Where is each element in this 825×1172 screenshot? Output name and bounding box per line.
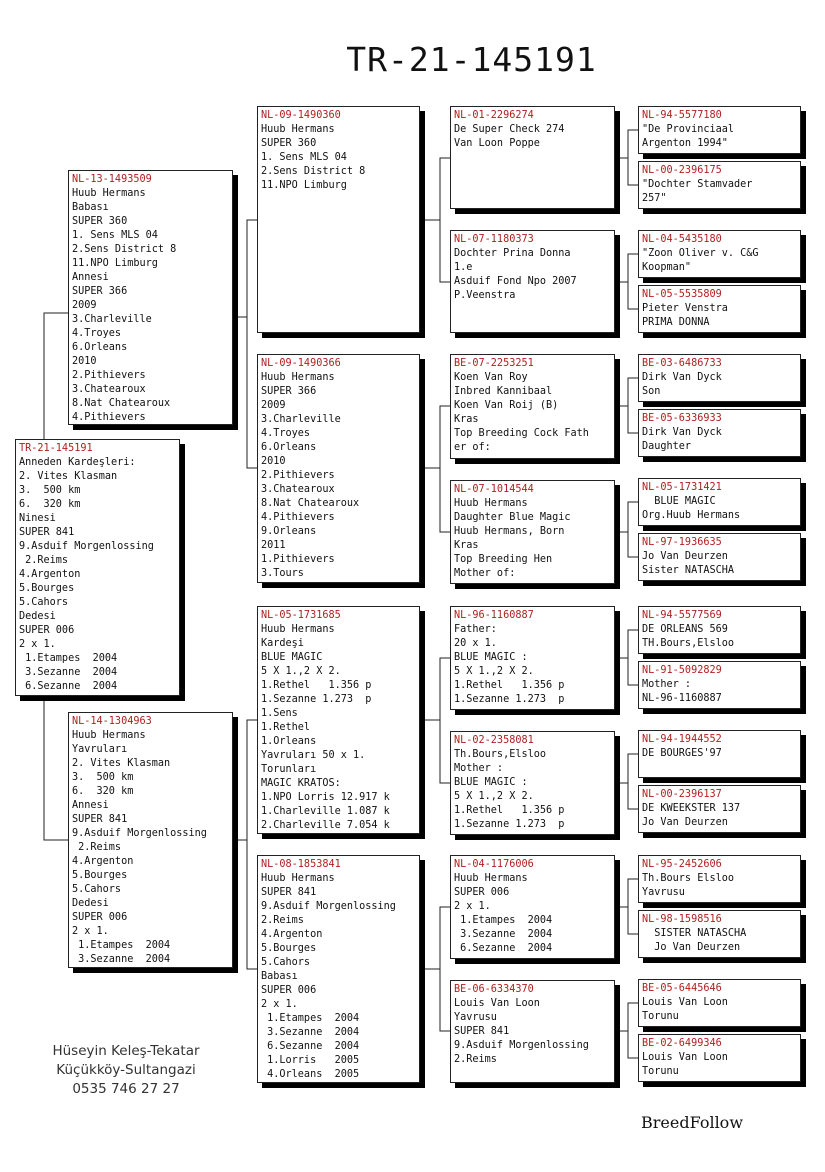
pigeon-info-line: 1.Charleville 1.087 k [261,806,390,817]
pigeon-info-line: Argenton 1994" [642,138,728,149]
pigeon-info-line: BLUE MAGIC [261,652,323,663]
pigeon-info-line: 5.Cahors [19,597,69,608]
ring-number: BE-02-6499346 [642,1038,722,1049]
pigeon-info-line: 2.Reims [454,1054,497,1065]
pigeon-info-line: Top Breeding Hen [454,554,553,565]
pigeon-info-line: 1.Rethel 1.356 p [454,805,565,816]
ring-number: NL-01-2296274 [454,110,534,121]
pigeon-info-line: Huub Hermans [261,624,335,635]
ring-number: BE-03-6486733 [642,358,722,369]
pigeon-card-ssd [450,230,615,333]
pigeon-info-line: 2.Pithievers [261,470,335,481]
pigeon-card-sire [68,170,233,425]
pigeon-info-line: Babası [261,971,298,982]
pigeon-info-line: Dirk Van Dyck [642,372,722,383]
pigeon-card-g5_16 [638,1034,801,1082]
pigeon-info-line: Jo Van Deurzen [642,942,741,953]
ring-number: NL-14-1304963 [72,716,152,727]
pigeon-info-line: 1. Sens MLS 04 [261,152,347,163]
ring-number: BE-06-6334370 [454,984,534,995]
pigeon-info-line: Dedesi [19,611,56,622]
pigeon-card-sdd [450,480,615,584]
pigeon-info-line: 9.Asduif Morgenlossing [19,541,154,552]
pigeon-info-line: Yavrusu [454,1012,497,1023]
pigeon-info-line: Torunu [642,1066,679,1077]
breeder-location: Küçükköy-Sultangazi [56,1062,196,1078]
pigeon-card-g5_9 [638,606,801,654]
ring-number: NL-09-1490360 [261,110,341,121]
pigeon-info-line: 3. 500 km [19,485,81,496]
pigeon-info-line: 2010 [72,356,97,367]
pigeon-info-line: Mother of: [454,568,516,579]
pigeon-info-line: Huub Hermans, Born [454,526,565,537]
connector-line [628,378,638,433]
pigeon-info-line: 1.Rethel 1.356 p [454,680,565,691]
pigeon-info-line: Huub Hermans [454,498,528,509]
connector-line [440,658,450,783]
ring-number: NL-05-1731685 [261,610,341,621]
pigeon-info-line: 1. Sens MLS 04 [72,230,158,241]
pigeon-info-line: Yavruları 50 x 1. [261,750,366,761]
pigeon-info-line: 1.Orleans [261,736,317,747]
brand-logo-text: BreedFollow [641,1113,744,1132]
pigeon-info-line: Mother : [454,763,504,774]
pigeon-info-line: Huub Hermans [261,372,335,383]
pigeon-info-line: Jo Van Deurzen [642,817,728,828]
pigeon-info-line: 5 X 1.,2 X 2. [454,791,534,802]
pigeon-info-line: Inbred Kannibaal [454,386,553,397]
pigeon-info-line: 9.Orleans [261,526,317,537]
pigeon-info-line: 1.Sezanne 1.273 p [454,694,565,705]
pigeon-card-ss [257,106,420,333]
pigeon-info-line: Dochter Prina Donna [454,248,571,259]
ring-number: NL-98-1598516 [642,914,722,925]
pigeon-info-line: Torunu [642,1011,679,1022]
ring-number: NL-04-1176006 [454,859,534,870]
ring-number: BE-05-6445646 [642,983,722,994]
pigeon-info-line: 1.NPO Lorris 12.917 k [261,792,390,803]
connector-line [628,254,638,309]
pigeon-info-line: 2. Vites Klasman [19,471,118,482]
ring-number: TR-21-145191 [19,443,93,454]
connector-line [440,406,450,532]
pigeon-info-line: 257" [642,193,667,204]
connector-line [440,158,450,282]
pigeon-info-line: 3.Tours [261,568,304,579]
pigeon-info-line: Sister NATASCHA [642,565,735,576]
pigeon-info-line: 1.e [454,262,473,273]
pigeon-info-line: Jo Van Deurzen [642,551,728,562]
pigeon-card-g5_7 [638,478,801,526]
pigeon-info-line: 4.Argenton [261,929,323,940]
pigeon-info-line: 5.Bourges [19,583,75,594]
pigeon-info-line: 3.Chatearoux [72,384,146,395]
pigeon-info-line: 3.Sezanne 2004 [261,1027,360,1038]
ring-number: NL-94-5577180 [642,110,722,121]
pigeon-info-line: 3.Charleville [72,314,152,325]
ring-number: NL-09-1490366 [261,358,341,369]
connector-line [440,907,450,1031]
pigeon-card-dsd [450,731,615,835]
pigeon-info-line: 9.Asduif Morgenlossing [454,1040,589,1051]
pigeon-info-line: 2009 [72,300,97,311]
ring-number: NL-94-5577569 [642,610,722,621]
pigeon-info-line: 6.Sezanne 2004 [261,1041,360,1052]
pigeon-info-line: 2 x 1. [72,926,109,937]
pigeon-info-line: 1.Etampes 2004 [72,940,171,951]
pigeon-info-line: Th.Bours Elsloo [642,873,735,884]
pigeon-info-line: 2.Reims [19,555,69,566]
pigeon-card-g5_8 [638,533,801,581]
pigeon-info-line: Dirk Van Dyck [642,427,722,438]
ring-number: BE-05-6336933 [642,413,722,424]
pigeon-info-line: Son [642,386,661,397]
pigeon-info-line: 3.Chatearoux [261,484,335,495]
ring-number: NL-02-2358081 [454,735,534,746]
pigeon-info-line: 1.Lorris 2005 [261,1055,360,1066]
ring-number: NL-94-1944552 [642,734,722,745]
connector-line [44,696,68,840]
breeder-contact [36,1042,216,1099]
pigeon-info-line: BLUE MAGIC [642,496,716,507]
pigeon-card-dss [450,606,615,710]
pigeon-info-line: Dedesi [72,898,109,909]
pigeon-info-line: SUPER 006 [72,912,128,923]
pigeon-info-line: Louis Van Loon [642,997,728,1008]
pigeon-info-line: 5 X 1.,2 X 2. [454,666,534,677]
pigeon-info-line: 4.Troyes [72,328,122,339]
pigeon-info-line: SUPER 006 [19,625,75,636]
pigeon-info-line: 5.Bourges [261,943,317,954]
pigeon-info-line: Yavruları [72,744,128,755]
pigeon-info-line: SUPER 360 [72,216,128,227]
pigeon-info-line: Louis Van Loon [454,998,540,1009]
pigeon-info-line: 2 x 1. [261,999,298,1010]
ring-number: NL-07-1014544 [454,484,534,495]
pigeon-info-line: Pieter Venstra [642,303,728,314]
pigeon-info-line: Koen Van Roij (B) [454,400,559,411]
pigeon-info-line: SUPER 360 [261,138,317,149]
pigeon-info-line: DE BOURGES'97 [642,748,722,759]
pigeon-info-line: 11.NPO Limburg [261,180,347,191]
pigeon-info-line: Huub Hermans [72,730,146,741]
pigeon-info-line: Koopman" [642,262,692,273]
pigeon-info-line: 2010 [261,456,286,467]
connector-line [628,1003,638,1058]
pigeon-info-line: SUPER 841 [261,887,317,898]
pigeon-info-line: er of: [454,442,491,453]
pigeon-info-line: SUPER 006 [261,985,317,996]
pigeon-info-line: Daughter [642,441,692,452]
pigeon-card-dds [450,855,615,959]
pigeon-info-line: 11.NPO Limburg [72,258,158,269]
pigeon-info-line: Asduif Fond Npo 2007 [454,276,577,287]
connector-line [628,630,638,685]
pigeon-card-dd [257,855,420,1083]
ring-number: NL-00-2396175 [642,165,722,176]
pigeon-info-line: Ninesi [19,513,56,524]
connector-line [628,754,638,809]
pigeon-info-line: Huub Hermans [261,873,335,884]
pigeon-info-line: Babası [72,202,109,213]
pigeon-info-line: Huub Hermans [261,124,335,135]
pigeon-info-line: TH.Bours,Elsloo [642,638,735,649]
pigeon-info-line: Huub Hermans [72,188,146,199]
pigeon-info-line: 9.Asduif Morgenlossing [261,901,396,912]
pigeon-info-line: Th.Bours,Elsloo [454,749,547,760]
connector-line [628,502,638,557]
pigeon-info-line: 3. 500 km [72,772,134,783]
pigeon-card-g5_14 [638,910,801,958]
pigeon-info-line: Annesi [72,800,109,811]
pigeon-info-line: 2.Sens District 8 [261,166,366,177]
pigeon-info-line: 2.Sens District 8 [72,244,177,255]
pigeon-info-line: 2. Vites Klasman [72,758,171,769]
pedigree-title: TR-21-145191 [346,40,597,79]
connector-line [44,313,68,439]
pigeon-info-line: 5.Cahors [261,957,311,968]
ring-number: NL-08-1853841 [261,859,341,870]
pigeon-card-subject [15,439,180,696]
pigeon-info-line: 3.Sezanne 2004 [72,954,171,965]
pigeon-info-line: SUPER 006 [454,887,510,898]
pigeon-card-g5_10 [638,661,801,709]
pigeon-info-line: 1.Rethel [261,722,311,733]
pigeon-card-g5_3 [638,230,801,278]
breeder-name: Hüseyin Keleş-Tekatar [52,1043,200,1059]
pigeon-info-line: PRIMA DONNA [642,317,710,328]
pigeon-info-line: Huub Hermans [454,873,528,884]
pigeon-info-line: 4.Pithievers [72,412,146,423]
pigeon-info-line: 5 X 1.,2 X 2. [261,666,341,677]
ring-number: NL-13-1493509 [72,174,152,185]
pigeon-info-line: Kardeşi [261,638,304,649]
pigeon-info-line: "De Provinciaal [642,124,735,135]
pigeon-card-g5_4 [638,285,801,333]
pigeon-info-line: Torunları [261,764,317,775]
pigeon-info-line: 8.Nat Chatearoux [72,398,171,409]
pigeon-info-line: 6.Sezanne 2004 [19,681,118,692]
pigeon-info-line: Kras [454,414,479,425]
pigeon-info-line: 20 x 1. [454,638,497,649]
pigeon-info-line: "Zoon Oliver v. C&G [642,248,759,259]
pigeon-info-line: 6. 320 km [72,786,134,797]
pigeon-info-line: 3.Sezanne 2004 [454,929,553,940]
ring-number: NL-97-1936635 [642,537,722,548]
pigeon-info-line: 2011 [261,540,286,551]
ring-number: NL-07-1180373 [454,234,534,245]
connector-line [628,130,638,185]
pigeon-info-line: 9.Asduif Morgenlossing [72,828,207,839]
pigeon-info-line: Annesi [72,272,109,283]
pigeon-info-line: 3.Charleville [261,414,341,425]
pigeon-info-line: 1.Etampes 2004 [261,1013,360,1024]
ring-number: BE-07-2253251 [454,358,534,369]
pigeon-info-line: 1.Sens [261,708,298,719]
pigeon-card-g5_11 [638,730,801,778]
pigeon-info-line: DE KWEEKSTER 137 [642,803,741,814]
pigeon-card-g5_6 [638,409,801,457]
pigeon-info-line: 2 x 1. [454,901,491,912]
pigeon-info-line: 6. 320 km [19,499,81,510]
pigeon-card-sss [450,106,615,209]
ring-number: NL-05-1731421 [642,482,722,493]
pigeon-info-line: 1.Etampes 2004 [19,653,118,664]
pigeon-info-line: NL-96-1160887 [642,693,722,704]
breeder-phone: 0535 746 27 27 [72,1081,180,1097]
pigeon-info-line: Mother : [642,679,692,690]
pigeon-info-line: Org.Huub Hermans [642,510,741,521]
pigeon-info-line: "Dochter Stamvader [642,179,753,190]
pigeon-info-line: 1.Rethel 1.356 p [261,680,372,691]
pigeon-info-line: P.Veenstra [454,290,516,301]
connector-line [247,220,257,468]
pigeon-info-line: Yavrusu [642,887,685,898]
ring-number: NL-95-2452606 [642,859,722,870]
pigeon-card-dam [68,712,233,968]
pigeon-info-line: 2.Reims [261,915,304,926]
ring-number: NL-04-5435180 [642,234,722,245]
pigeon-info-line: 3.Sezanne 2004 [19,667,118,678]
pigeon-info-line: Top Breeding Cock Fath [454,428,589,439]
pigeon-info-line: Daughter Blue Magic [454,512,571,523]
pigeon-info-line: De Super Check 274 [454,124,565,135]
ring-number: NL-96-1160887 [454,610,534,621]
pigeon-card-ds [257,606,420,834]
pigeon-info-line: 6.Orleans [72,342,128,353]
pigeon-info-line: 4.Orleans 2005 [261,1069,360,1080]
pigeon-info-line: BLUE MAGIC : [454,652,528,663]
pigeon-card-g5_15 [638,979,801,1027]
ring-number: NL-00-2396137 [642,789,722,800]
pigeon-info-line: Koen Van Roy [454,372,528,383]
pigeon-info-line: Anneden Kardeşleri: [19,457,136,468]
pigeon-info-line: SUPER 841 [19,527,75,538]
pigeon-info-line: 8.Nat Chatearoux [261,498,360,509]
pigeon-info-line: 5.Cahors [72,884,122,895]
pigeon-info-line: SUPER 841 [454,1026,510,1037]
pigeon-info-line: DE ORLEANS 569 [642,624,728,635]
pigeon-info-line: 2009 [261,400,286,411]
pigeon-info-line: SISTER NATASCHA [642,928,747,939]
connector-line [628,879,638,934]
pigeon-info-line: Louis Van Loon [642,1052,728,1063]
pigeon-info-line: 4.Argenton [19,569,81,580]
pigeon-info-line: 4.Pithievers [261,512,335,523]
pigeon-info-line: 1.Sezanne 1.273 p [261,694,372,705]
pigeon-card-ddd [450,980,615,1083]
pigeon-info-line: 4.Troyes [261,428,311,439]
pigeon-info-line: 6.Orleans [261,442,317,453]
pigeon-card-g5_13 [638,855,801,903]
pigeon-info-line: MAGIC KRATOS: [261,778,341,789]
pigeon-info-line: 2 x 1. [19,639,56,650]
pigeon-info-line: BLUE MAGIC : [454,777,528,788]
pigeon-card-sds [450,354,615,459]
pigeon-info-line: SUPER 841 [72,814,128,825]
pigeon-card-g5_5 [638,354,801,402]
ring-number: NL-05-5535809 [642,289,722,300]
pigeon-info-line: SUPER 366 [261,386,317,397]
pigeon-info-line: 1.Etampes 2004 [454,915,553,926]
pigeon-card-sd [257,354,420,583]
pigeon-info-line: Van Loon Poppe [454,138,540,149]
pigeon-info-line: Father: [454,624,497,635]
pigeon-card-g5_1 [638,106,801,154]
pigeon-info-line: 2.Reims [72,842,122,853]
connector-line [247,720,257,969]
pigeon-info-line: 2.Pithievers [72,370,146,381]
pigeon-info-line: SUPER 366 [72,286,128,297]
ring-number: NL-91-5092829 [642,665,722,676]
pigeon-info-line: Kras [454,540,479,551]
pigeon-info-line: 6.Sezanne 2004 [454,943,553,954]
pigeon-card-g5_12 [638,785,801,833]
pigeon-card-g5_2 [638,161,801,209]
pigeon-info-line: 1.Pithievers [261,554,335,565]
pigeon-info-line: 4.Argenton [72,856,134,867]
pigeon-info-line: 5.Bourges [72,870,128,881]
pigeon-info-line: 1.Sezanne 1.273 p [454,819,565,830]
pigeon-info-line: 2.Charleville 7.054 k [261,820,390,831]
